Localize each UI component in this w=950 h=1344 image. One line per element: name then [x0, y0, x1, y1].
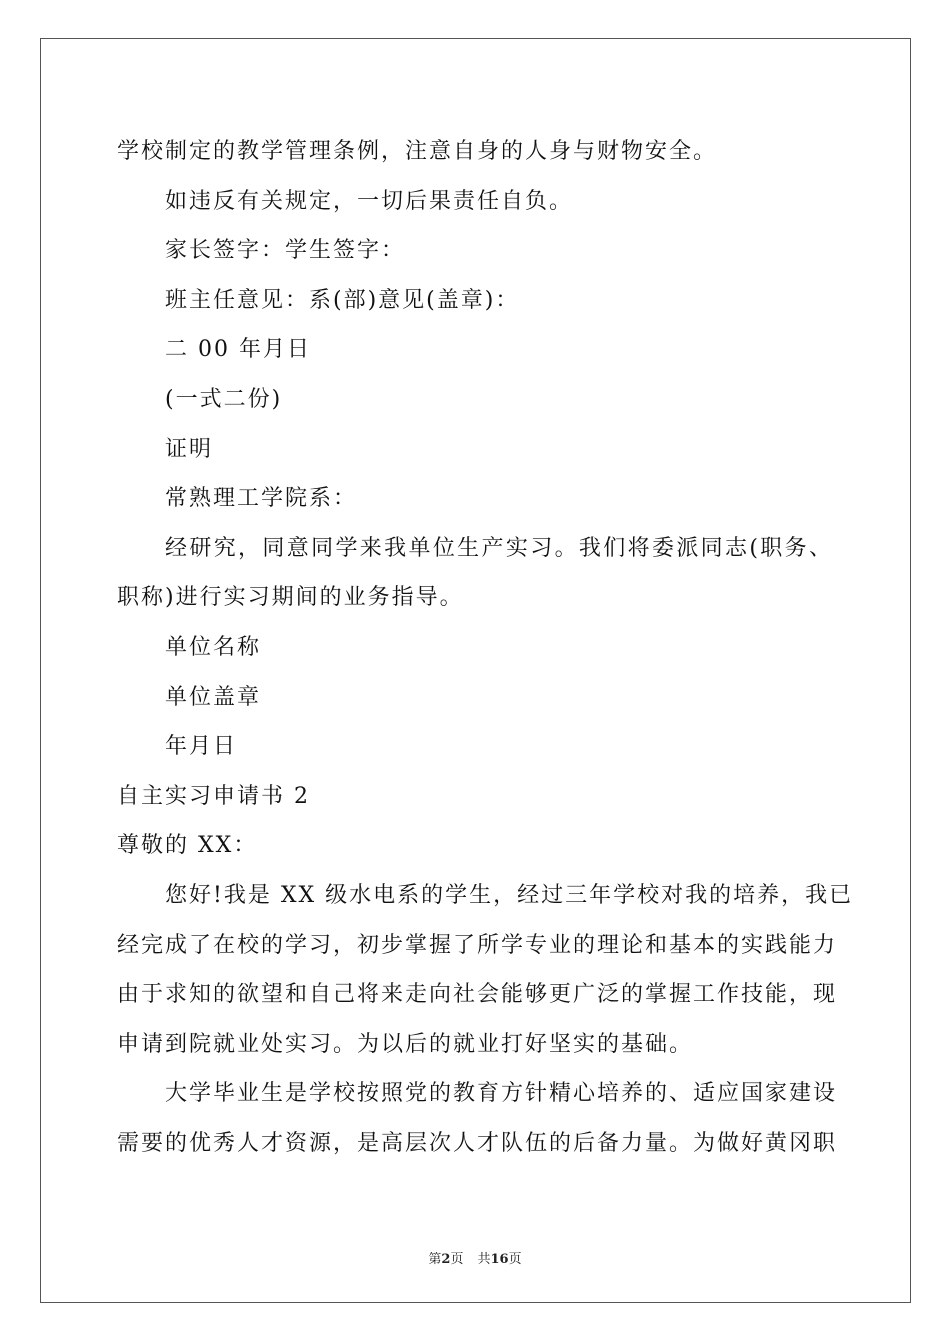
total-label-prefix: 共 — [477, 1252, 491, 1267]
paragraph-line: 经研究，同意同学来我单位生产实习。我们将委派同志(职务、 — [165, 535, 833, 561]
total-pages-number: 16 — [490, 1252, 509, 1267]
paragraph-line: 需要的优秀人才资源，是高层次人才队伍的后备力量。为做好黄冈职 — [117, 1130, 838, 1156]
salutation: 尊敬的 XX： — [117, 833, 258, 859]
certificate-heading: 证明 — [165, 436, 214, 462]
paragraph-line: 经完成了在校的学习，初步掌握了所学专业的理论和基本的实践能力 — [117, 932, 838, 958]
page-label-prefix: 第 — [428, 1252, 442, 1267]
document-body — [117, 127, 854, 1168]
opinion-line: 班主任意见：系(部)意见(盖章)： — [165, 287, 520, 313]
date-line: 二 00 年月日 — [165, 337, 311, 363]
page-label-suffix: 页 — [450, 1252, 464, 1267]
total-label-suffix: 页 — [508, 1252, 522, 1267]
date-line: 年月日 — [165, 734, 238, 760]
copies-note: (一式二份) — [165, 386, 283, 412]
paragraph-line: 申请到院就业处实习。为以后的就业打好坚实的基础。 — [117, 1031, 694, 1057]
current-page-number: 2 — [441, 1252, 451, 1267]
paragraph-line: 如违反有关规定，一切后果责任自负。 — [165, 188, 574, 214]
paragraph-line: 学校制定的教学管理条例，注意自身的人身与财物安全。 — [117, 139, 718, 164]
addressee-line: 常熟理工学院系： — [165, 486, 358, 512]
signature-line: 家长签字：学生签字： — [165, 238, 406, 264]
unit-name-line: 单位名称 — [165, 634, 262, 660]
paragraph-line: 您好!我是 XX 级水电系的学生，经过三年学校对我的培养，我已 — [165, 882, 854, 908]
unit-seal-line: 单位盖章 — [165, 684, 262, 710]
page-footer — [0, 1248, 950, 1267]
paragraph-line: 大学毕业生是学校按照党的教育方针精心培养的、适应国家建设 — [165, 1081, 838, 1107]
section-title: 自主实习申请书 2 — [117, 783, 310, 809]
paragraph-line: 由于求知的欲望和自己将来走向社会能够更广泛的掌握工作技能，现 — [117, 982, 838, 1008]
paragraph-line: 职称)进行实习期间的业务指导。 — [117, 585, 464, 611]
